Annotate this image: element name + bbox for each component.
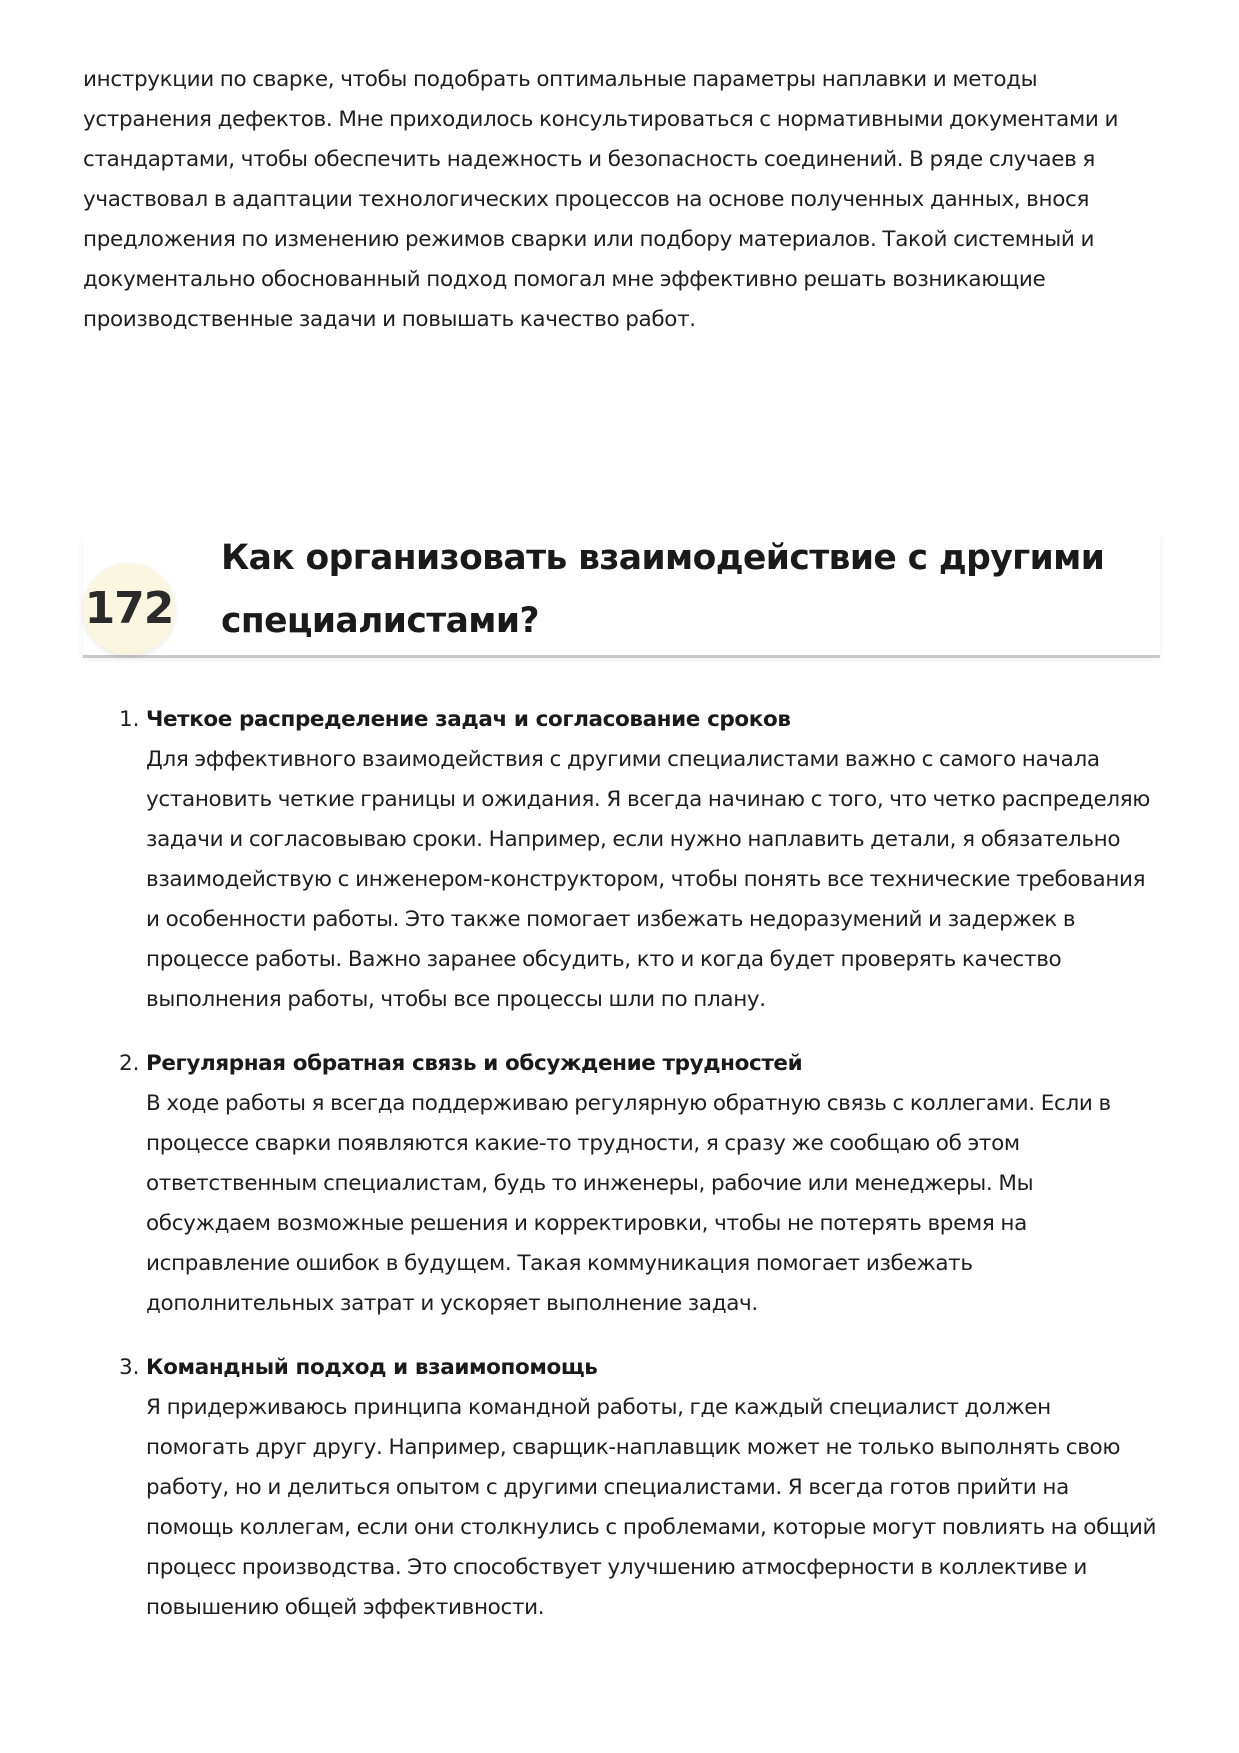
answer-number: 2. <box>119 1051 140 1076</box>
answer-item-3 <box>83 1348 1160 1628</box>
answer-text: В ходе работы я всегда поддерживаю регулярную обратную связь с коллегами. Если в процессе сварки появляются какие-то трудности, я сразу же сообщаю об этом ответственным специалистам, будь то инженеры, рабочие или менеджеры. Мы обсуждаем возможные решения и корректировки, чтобы не потерять время на исправление ошибок в будущем. Такая коммуникация помогает избежать дополнительных затрат и ускоряет выполнение задач. <box>146 1091 1111 1316</box>
answer-title: Регулярная обратная связь и обсуждение трудностей <box>146 1051 803 1076</box>
answer-item-1 <box>83 700 1160 1020</box>
answer-title: Четкое распределение задач и согласование сроков <box>146 707 791 732</box>
answer-item-2 <box>83 1044 1160 1324</box>
answer-list <box>83 700 1160 1628</box>
answer-number: 3. <box>119 1355 140 1380</box>
answer-text: Я придерживаюсь принципа командной работы, где каждый специалист должен помогать друг другу. Например, сварщик-наплавщик может не только выполнять свою работу, но и делиться опытом с другими специалистами. Я всегда готов прийти на помощь коллегам, если они столкнулись с проблемами, которые могут повлиять на общий процесс производства. Это способствует улучшению атмосферности в коллективе и повышению общей эффективности. <box>146 1395 1157 1620</box>
question-title: Как организовать взаимодействие с другими специалистами? <box>221 538 1105 641</box>
answer-text: Для эффективного взаимодействия с другими специалистами важно с самого начала установить четкие границы и ожидания. Я всегда начинаю с того, что четко распределяю задачи и согласовываю сроки. Например, если нужно наплавить детали, я обязательно взаимодействую с инженером-конструктором, чтобы понять все технические требования и особенности работы. Это также помогает избежать недоразумений и задержек в процессе работы. Важно заранее обсудить, кто и когда будет проверять качество выполнения работы, чтобы все процессы шли по плану. <box>146 747 1151 1012</box>
answer-number: 1. <box>119 707 140 732</box>
answer-title: Командный подход и взаимопомощь <box>146 1355 598 1380</box>
page-content <box>83 60 1160 1652</box>
question-number-badge: 172 <box>83 563 175 655</box>
intro-paragraph: инструкции по сварке, чтобы подобрать оптимальные параметры наплавки и методы устранения дефектов. Мне приходилось консультироваться с нормативными документами и стандартами, чтобы обеспечить надежность и безопасность соединений. В ряде случаев я участвовал в адаптации технологических процессов на основе полученных данных, внося предложения по изменению режимов сварки или подбору материалов. Такой системный и документально обоснованный подход помогал мне эффективно решать возникающие производственные задачи и повышать качество работ. <box>83 67 1119 332</box>
question-header <box>83 533 1160 658</box>
